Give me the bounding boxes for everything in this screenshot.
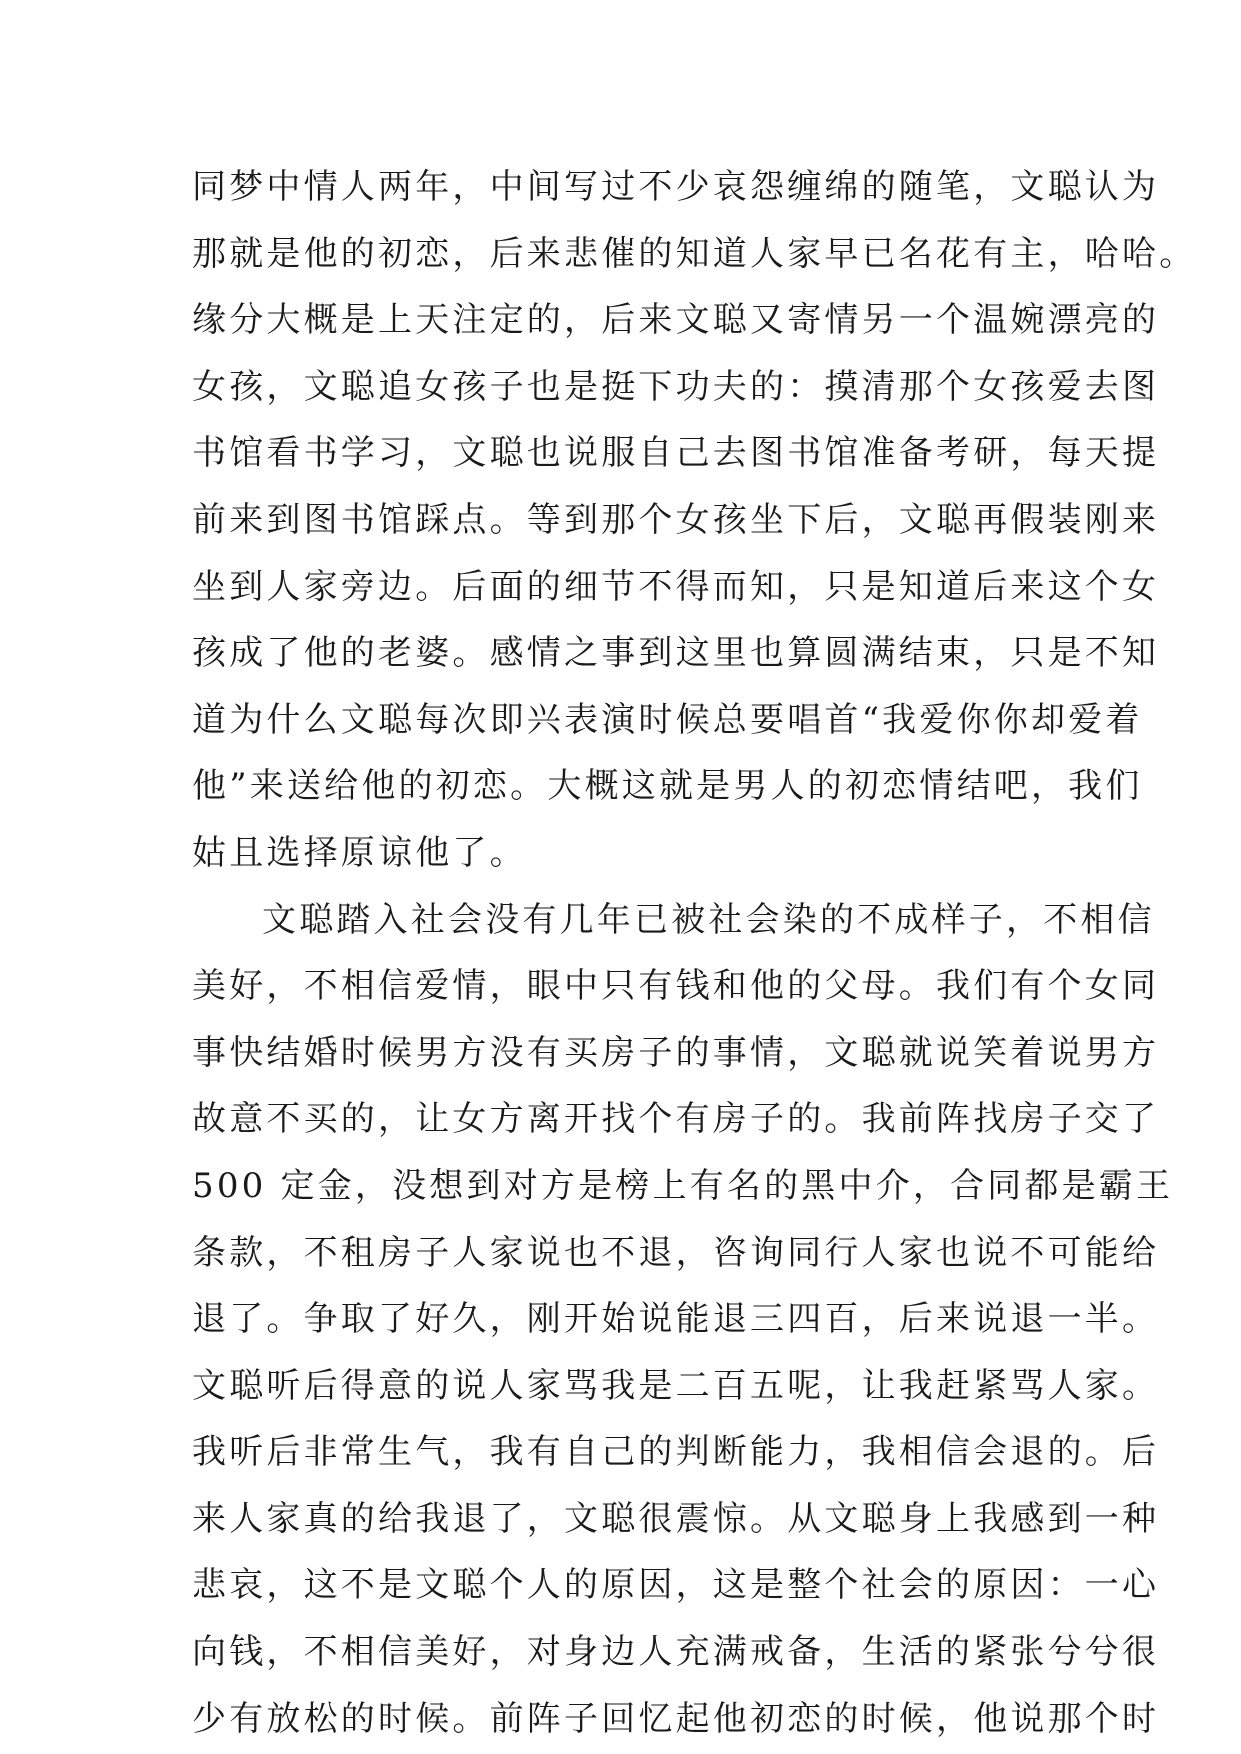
text-line: 书馆看书学习，文聪也说服自己去图书馆准备考研，每天提 — [192, 433, 1160, 474]
text-line: 前来到图书馆踩点。等到那个女孩坐下后，文聪再假装刚来 — [192, 499, 1160, 540]
text-line: 缘分大概是上天注定的，后来文聪又寄情另一个温婉漂亮的 — [192, 300, 1160, 341]
text-line: 坐到人家旁边。后面的细节不得而知，只是知道后来这个女 — [192, 566, 1160, 607]
text-line: 事快结婚时候男方没有买房子的事情，文聪就说笑着说男方 — [192, 1032, 1160, 1073]
text-line: 姑且选择原谅他了。 — [192, 832, 527, 873]
text-line: 那就是他的初恋，后来悲催的知道人家早已名花有主，哈哈。 — [192, 233, 1197, 274]
text-line: 美好，不相信爱情，眼中只有钱和他的父母。我们有个女同 — [192, 966, 1160, 1007]
text-line: 文聪听后得意的说人家骂我是二百五呢，让我赶紧骂人家。 — [192, 1365, 1160, 1406]
text-line: 女孩，文聪追女孩子也是挺下功夫的：摸清那个女孩爱去图 — [192, 366, 1160, 407]
text-line: 我听后非常生气，我有自己的判断能力，我相信会退的。后 — [192, 1432, 1160, 1473]
body-text — [192, 154, 1197, 1752]
text-line: 来人家真的给我退了，文聪很震惊。从文聪身上我感到一种 — [192, 1498, 1160, 1539]
paragraph-start-line: 文聪踏入社会没有几年已被社会染的不成样子，不相信 — [262, 899, 1155, 940]
text-line: 孩成了他的老婆。感情之事到这里也算圆满结束，只是不知 — [192, 633, 1160, 674]
text-line: 条款，不租房子人家说也不退，咨询同行人家也说不可能给 — [192, 1232, 1160, 1273]
text-line: 同梦中情人两年，中间写过不少哀怨缠绵的随笔，文聪认为 — [192, 167, 1160, 207]
text-line: 少有放松的时候。前阵子回忆起他初恋的时候，他说那个时 — [192, 1698, 1160, 1739]
text-line: 退了。争取了好久，刚开始说能退三四百，后来说退一半。 — [192, 1299, 1160, 1340]
text-line: 悲哀，这不是文聪个人的原因，这是整个社会的原因：一心 — [192, 1565, 1160, 1606]
text-line: 他”来送给他的初恋。大概这就是男人的初恋情结吧，我们 — [192, 766, 1143, 807]
text-line: 故意不买的，让女方离开找个有房子的。我前阵找房子交了 — [192, 1099, 1160, 1140]
text-line: 道为什么文聪每次即兴表演时候总要唱首“我爱你你却爱着 — [192, 699, 1143, 740]
text-line: 向钱，不相信美好，对身边人充满戒备，生活的紧张兮兮很 — [192, 1632, 1160, 1673]
text-line: 500 定金，没想到对方是榜上有名的黑中介，合同都是霸王 — [192, 1165, 1174, 1206]
